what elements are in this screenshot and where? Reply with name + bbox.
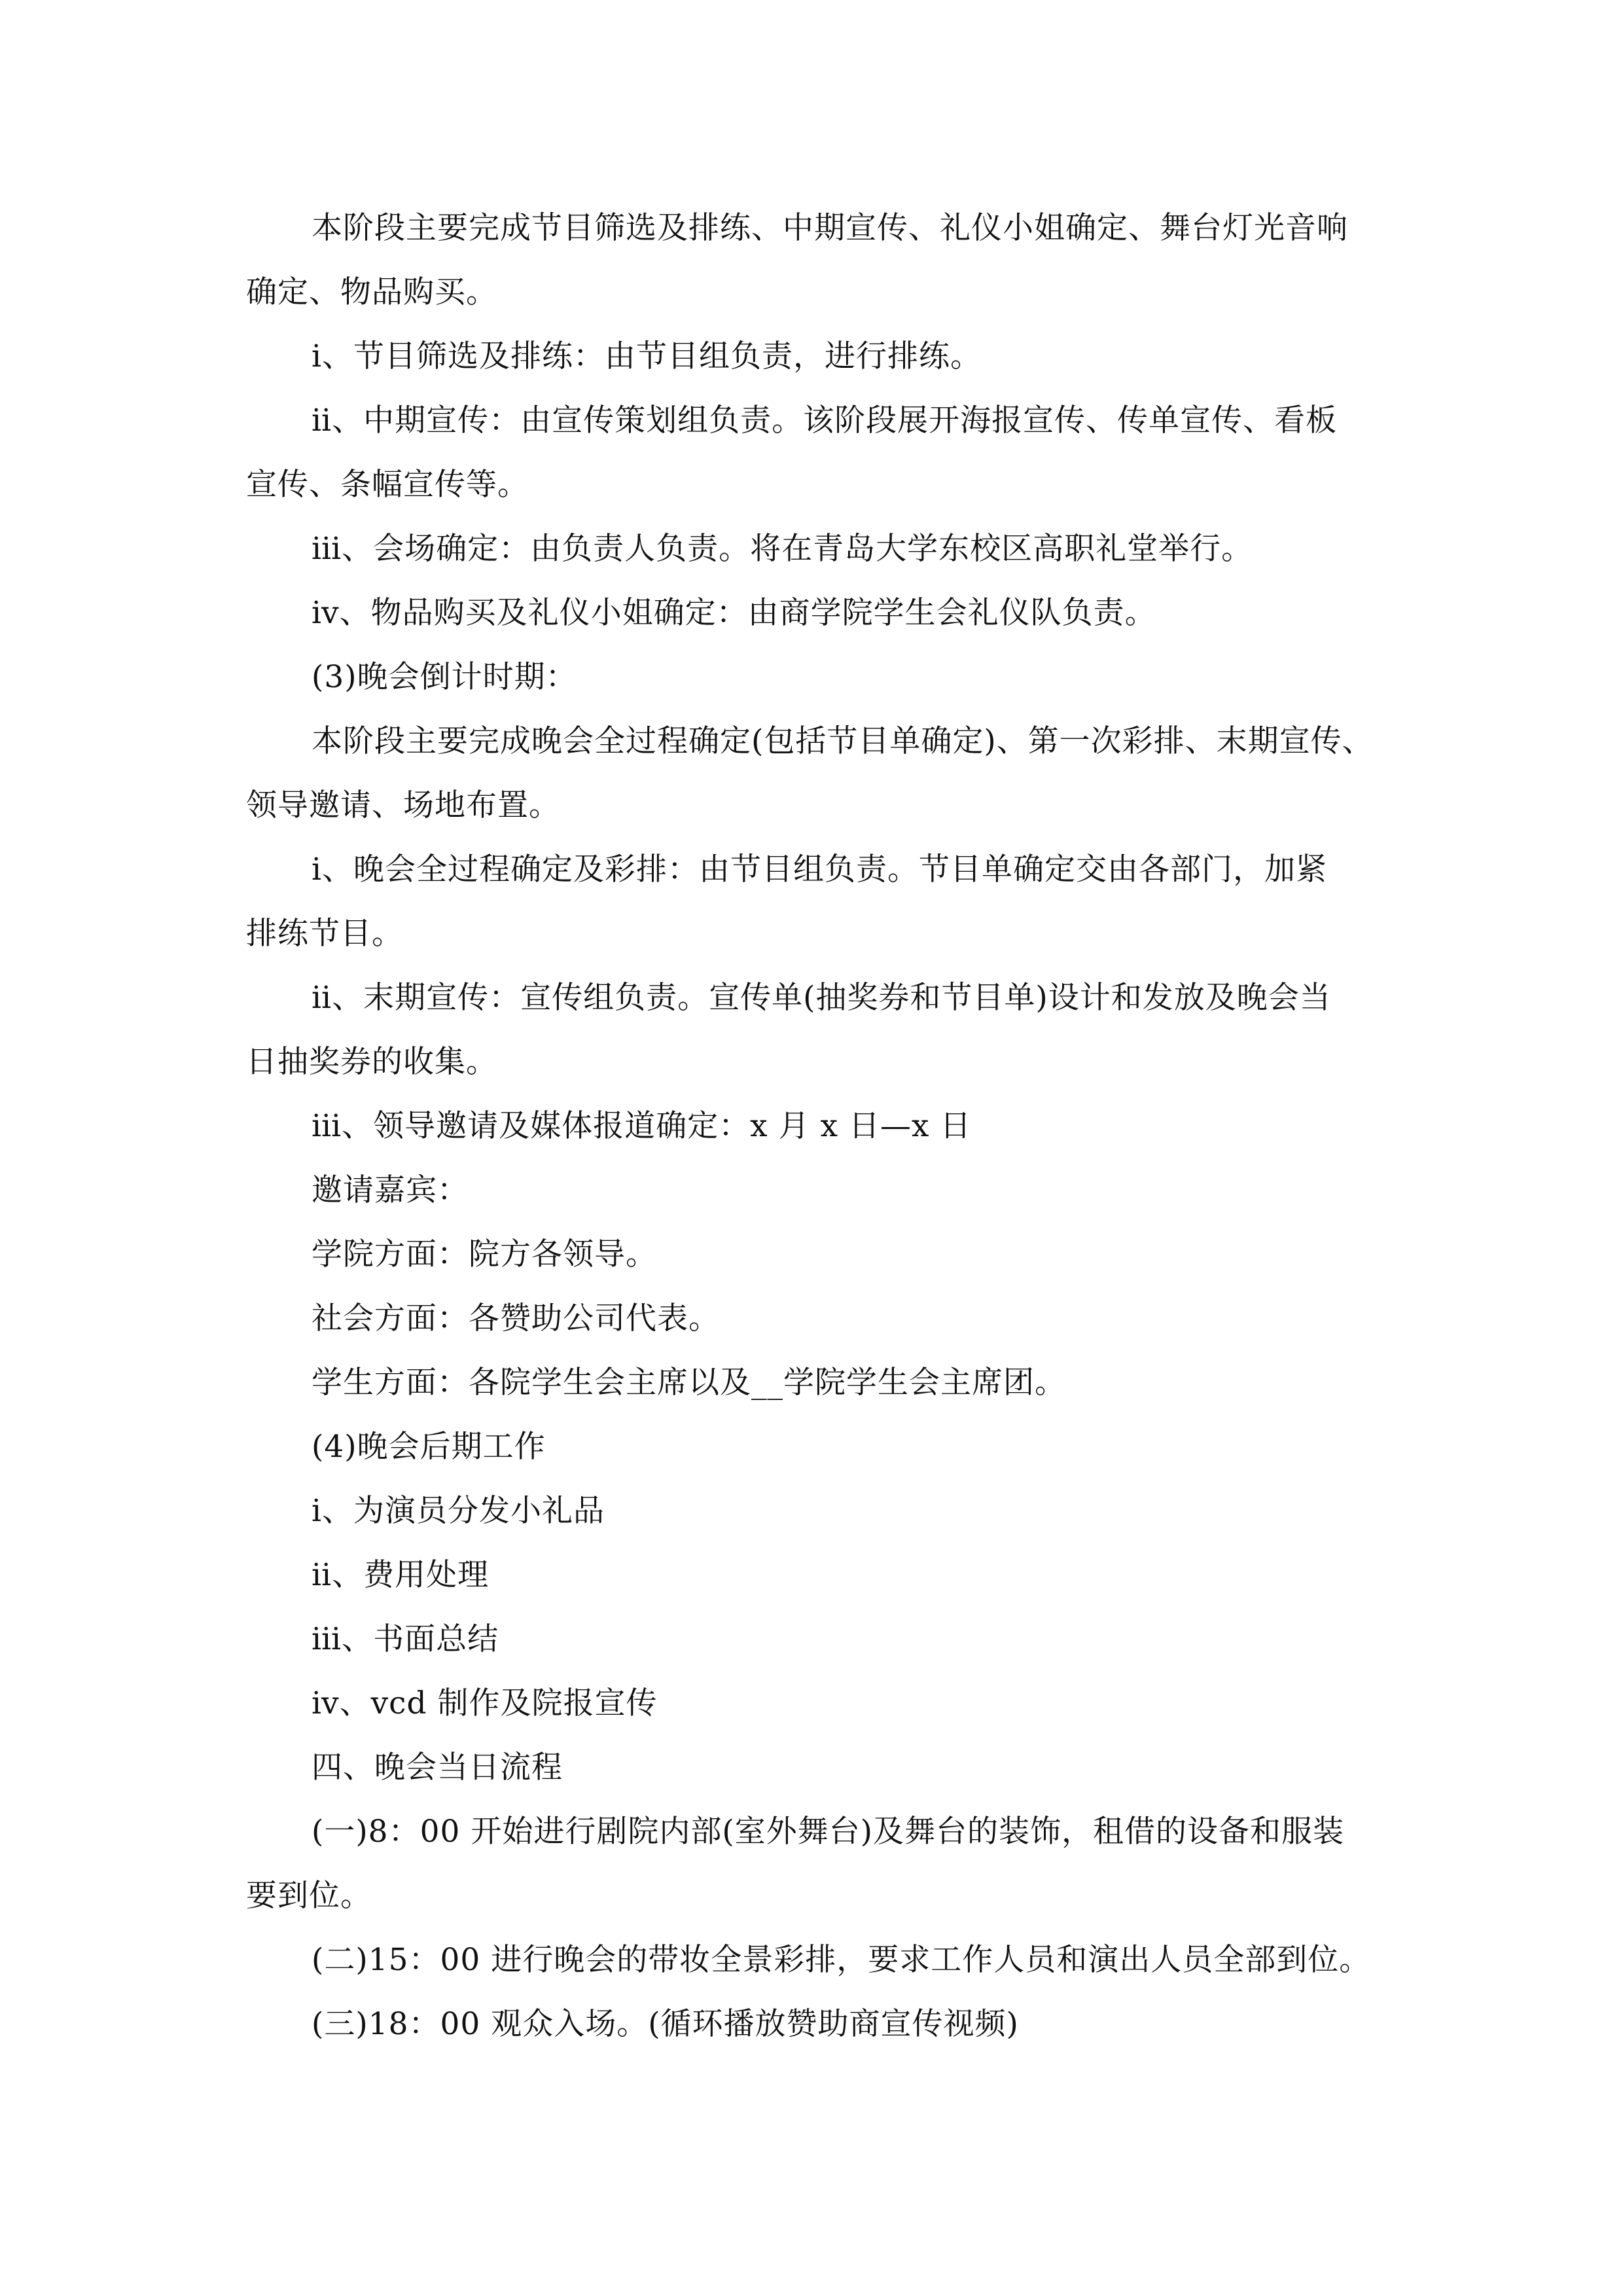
paragraph-line: 排练节目。 (246, 916, 403, 952)
list-item: ⅳ、物品购买及礼仪小姐确定：由商学院学生会礼仪队负责。 (312, 595, 1156, 631)
list-item: ⅱ、末期宣传：宣传组负责。宣传单(抽奖券和节目单)设计和发放及晚会当 (312, 980, 1331, 1016)
section-heading: (4)晚会后期工作 (312, 1429, 546, 1465)
list-item: ⅳ、vcd 制作及院报宣传 (312, 1685, 658, 1721)
list-item: ⅲ、会场确定：由负责人负责。将在青岛大学东校区高职礼堂举行。 (312, 531, 1253, 567)
paragraph-line: 社会方面：各赞助公司代表。 (312, 1300, 720, 1336)
list-item: (二)15：00 进行晚会的带妆全景彩排，要求工作人员和演出人员全部到位。 (312, 1942, 1371, 1978)
list-item: ⅱ、费用处理 (312, 1557, 490, 1593)
list-item: ⅲ、领导邀请及媒体报道确定：x 月 x 日—x 日 (312, 1108, 972, 1144)
paragraph-line: 学院方面：院方各领导。 (312, 1236, 657, 1272)
list-item: ⅲ、书面总结 (312, 1621, 499, 1657)
paragraph-line: 学生方面：各院学生会主席以及__学院学生会主席团。 (312, 1365, 1066, 1401)
paragraph-line: 宣传、条幅宣传等。 (246, 467, 529, 503)
paragraph-line: 确定、物品购买。 (246, 274, 497, 310)
paragraph-line: 邀请嘉宾： (312, 1172, 469, 1208)
list-item: (一)8：00 开始进行剧院内部(室外舞台)及舞台的装饰，租借的设备和服装 (312, 1814, 1344, 1850)
section-heading: 四、晚会当日流程 (312, 1749, 563, 1785)
list-item: ⅰ、晚会全过程确定及彩排：由节目组负责。节目单确定交由各部门，加紧 (312, 852, 1328, 888)
paragraph-line: 要到位。 (246, 1878, 372, 1914)
list-item: ⅰ、为演员分发小礼品 (312, 1493, 605, 1529)
list-item: (三)18：00 观众入场。(循环播放赞助商宣传视频) (312, 2006, 1019, 2042)
list-item: ⅱ、中期宣传：由宣传策划组负责。该阶段展开海报宣传、传单宣传、看板 (312, 403, 1338, 439)
paragraph-line: 日抽奖券的收集。 (246, 1044, 497, 1080)
paragraph-line: 本阶段主要完成节目筛选及排练、中期宣传、礼仪小姐确定、舞台灯光音响 (312, 210, 1348, 246)
list-item: ⅰ、节目筛选及排练：由节目组负责，进行排练。 (312, 338, 982, 374)
section-heading: (3)晚会倒计时期： (312, 659, 577, 695)
paragraph-line: 领导邀请、场地布置。 (246, 787, 560, 823)
paragraph-line: 本阶段主要完成晚会全过程确定(包括节目单确定)、第一次彩排、末期宣传、 (312, 723, 1374, 759)
